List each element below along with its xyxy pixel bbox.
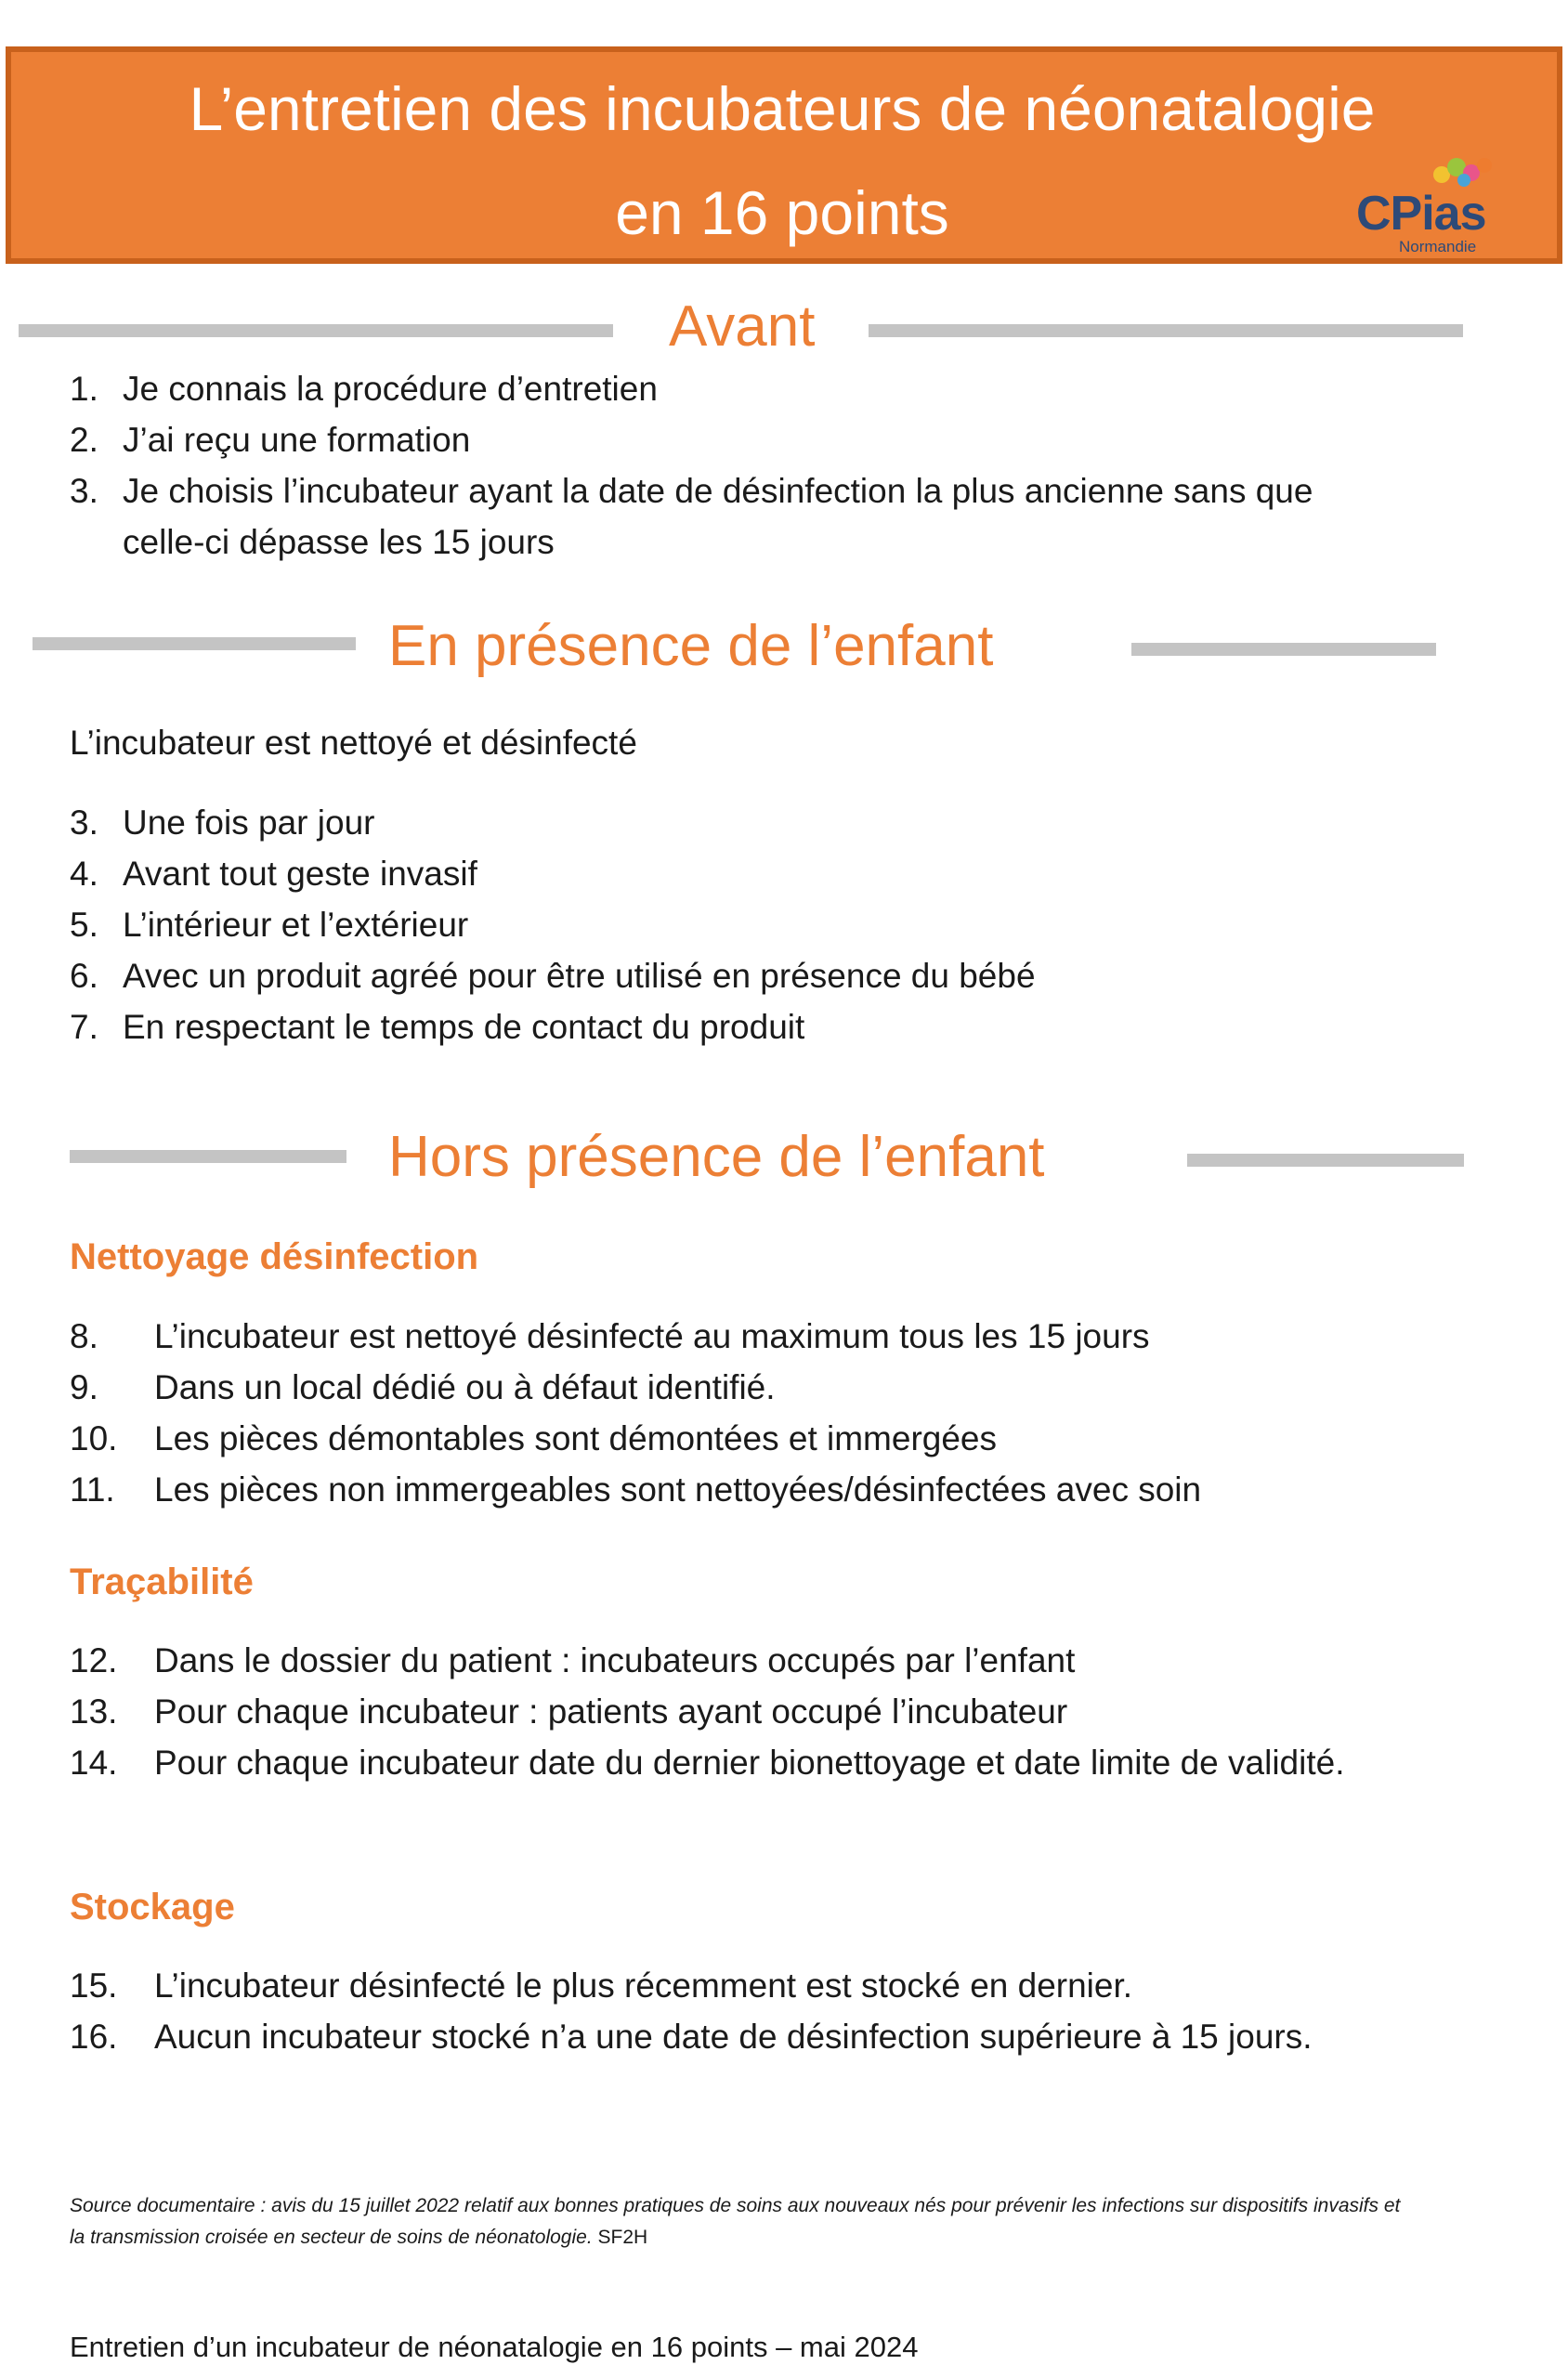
logo-subtitle: Normandie: [1399, 238, 1477, 255]
list-item: [70, 465, 1389, 568]
item-number: 4.: [70, 855, 98, 893]
item-number: 3.: [70, 804, 98, 842]
source-note: [70, 2190, 1417, 2254]
list-item: [70, 848, 1389, 899]
list-item: [70, 1737, 1389, 1788]
source-label: Source documentaire :: [70, 2195, 267, 2216]
item-text: L’intérieur et l’extérieur: [123, 906, 469, 944]
item-text: Dans un local dédié ou à défaut identifié.: [154, 1368, 776, 1406]
page-footer: Entretien d’un incubateur de néonatalogie en 16 points – mai 2024: [70, 2331, 919, 2363]
section-avant-header: [0, 290, 1568, 364]
item-text: Pour chaque incubateur date du dernier bionettoyage et date limite de validité.: [154, 1744, 1345, 1782]
item-number: 14.: [70, 1744, 118, 1782]
section-title-avant: Avant: [669, 294, 816, 359]
section-rule-left: [70, 1150, 346, 1163]
item-text: Je connais la procédure d’entretien: [123, 370, 658, 408]
subsection-title-stockage: Stockage: [70, 1887, 235, 1927]
list-item: [70, 1001, 1389, 1052]
list-item: [70, 2011, 1389, 2062]
list-nettoyage: [70, 1311, 1389, 1515]
list-item: [70, 414, 1389, 465]
item-number: 1.: [70, 370, 98, 408]
item-number: 16.: [70, 2018, 118, 2056]
list-item: [70, 1686, 1389, 1737]
section-rule-right: [869, 324, 1463, 337]
subsection-title-tracabilite: Traçabilité: [70, 1561, 254, 1602]
item-number: 15.: [70, 1966, 118, 2005]
item-text: Avec un produit agréé pour être utilisé en présence du bébé: [123, 957, 1036, 995]
list-item: [70, 1464, 1389, 1515]
source-org: SF2H: [597, 2227, 648, 2248]
list-avant: [70, 363, 1389, 568]
section-title-hors-presence: Hors présence de l’enfant: [388, 1125, 1045, 1189]
item-number: 8.: [70, 1317, 98, 1355]
source-text: avis du 15 juillet 2022 relatif aux bonnes pratiques de soins aux nouveaux nés pour prévenir les infections sur dispositifs invasifs et la transmission croisée en secteur de soins de néonatologie.: [70, 2195, 1401, 2248]
section-presence-header: [0, 609, 1568, 684]
list-item: [70, 363, 1389, 414]
section-rule-left: [19, 324, 613, 337]
item-number: 5.: [70, 906, 98, 944]
item-number: 10.: [70, 1419, 118, 1457]
section-hors-presence-header: [0, 1120, 1568, 1195]
list-item: [70, 1413, 1389, 1464]
page-title: [11, 52, 1553, 269]
item-text: Les pièces démontables sont démontées et immergées: [154, 1419, 998, 1457]
item-number: 9.: [70, 1368, 98, 1406]
item-number: 6.: [70, 957, 98, 995]
list-tracabilite: [70, 1635, 1389, 1788]
item-number: 13.: [70, 1692, 118, 1731]
item-number: 3.: [70, 472, 98, 510]
subsection-title-nettoyage: Nettoyage désinfection: [70, 1236, 479, 1277]
item-text: En respectant le temps de contact du produit: [123, 1008, 805, 1046]
item-number: 12.: [70, 1641, 118, 1679]
item-number: 2.: [70, 421, 98, 459]
section-rule-left: [33, 637, 356, 650]
list-item: [70, 1362, 1389, 1413]
list-item: [70, 797, 1389, 848]
list-item: [70, 1635, 1389, 1686]
list-item: [70, 950, 1389, 1001]
list-presence: [70, 797, 1389, 1052]
item-text: L’incubateur est nettoyé désinfecté au maximum tous les 15 jours: [154, 1317, 1150, 1355]
item-text: Pour chaque incubateur : patients ayant occupé l’incubateur: [154, 1692, 1068, 1731]
item-text: Une fois par jour: [123, 804, 375, 842]
section-rule-right: [1187, 1154, 1464, 1167]
item-text: Les pièces non immergeables sont nettoyées/désinfectées avec soin: [154, 1470, 1202, 1509]
list-item: [70, 899, 1389, 950]
logo-text: CPias: [1356, 187, 1486, 241]
list-item: [70, 1311, 1389, 1362]
title-line-2: en 16 points: [615, 178, 949, 247]
item-text: Avant tout geste invasif: [123, 855, 477, 893]
section-title-presence: En présence de l’enfant: [388, 614, 994, 678]
item-text: Je choisis l’incubateur ayant la date de désinfection la plus ancienne sans que celle-ci dépasse les 15 jours: [123, 472, 1313, 561]
item-number: 11.: [70, 1470, 115, 1509]
item-text: Aucun incubateur stocké n’a une date de désinfection supérieure à 15 jours.: [154, 2018, 1313, 2056]
logo-dots-icon: [1427, 152, 1501, 189]
presence-intro: L’incubateur est nettoyé et désinfecté: [70, 724, 637, 762]
item-text: J’ai reçu une formation: [123, 421, 471, 459]
item-number: 7.: [70, 1008, 98, 1046]
item-text: Dans le dossier du patient : incubateurs occupés par l’enfant: [154, 1641, 1076, 1679]
item-text: L’incubateur désinfecté le plus récemment est stocké en dernier.: [154, 1966, 1133, 2005]
list-stockage: [70, 1960, 1389, 2062]
list-item: [70, 1960, 1389, 2011]
header-banner: [6, 46, 1562, 264]
cpias-logo: [1352, 152, 1501, 260]
section-rule-right: [1131, 643, 1436, 656]
title-line-1: L’entretien des incubateurs de néonatalogie: [189, 74, 1376, 143]
